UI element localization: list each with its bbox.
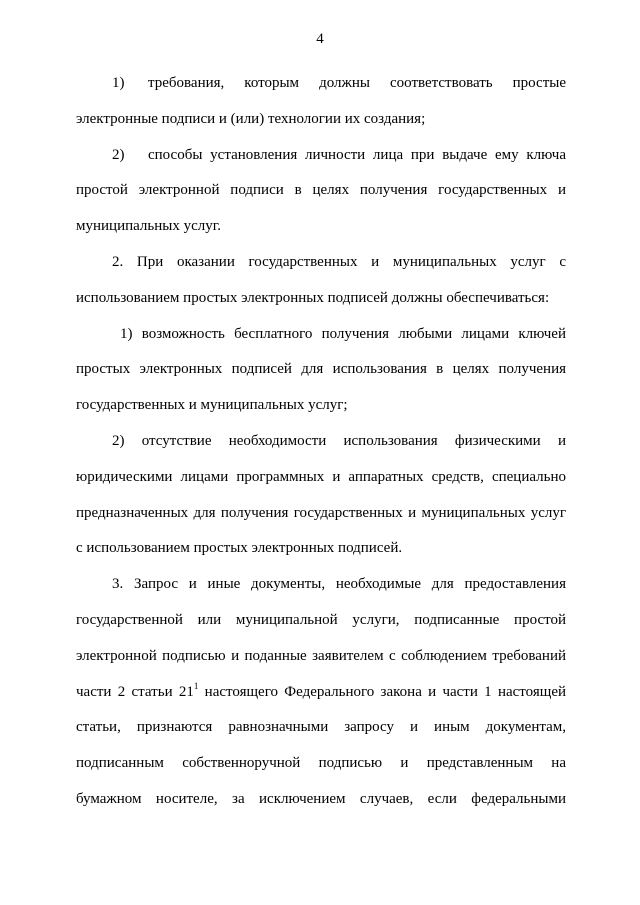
- paragraph-6-line-1: 3. Запрос и иные документы, необходимые для предоставления: [112, 576, 566, 593]
- paragraph-4: [76, 317, 566, 424]
- paragraph-4-line-3: государственных и муниципальных услуг;: [76, 397, 348, 414]
- paragraph-6-line-4-start: части 2 статьи 21: [76, 683, 194, 700]
- paragraph-2-line-3: муниципальных услуг.: [76, 218, 221, 235]
- paragraph-2-line-1: [76, 138, 566, 174]
- paragraph-6-line-5: статьи, признаются равнозначными запросу и иным документам,: [76, 719, 566, 736]
- paragraph-4-line-2: простых электронных подписей для использования в целях получения: [76, 361, 566, 378]
- paragraph-3-line-1: 2. При оказании государственных и муниципальных услуг с: [112, 253, 566, 270]
- paragraph-5-line-3: предназначенных для получения государственных и муниципальных услуг: [76, 504, 566, 521]
- paragraph-2: [76, 138, 566, 245]
- paragraph-4-line-1: 1) возможность бесплатного получения любыми лицами ключей: [120, 325, 566, 342]
- paragraph-5: [76, 424, 566, 567]
- paragraph-1-line-1: [76, 66, 566, 102]
- paragraph-2-text: способы установления личности лица при выдаче ему ключа: [148, 146, 566, 163]
- paragraph-3: [76, 245, 566, 317]
- document-body: [76, 66, 566, 818]
- list-number: 2): [112, 146, 125, 163]
- paragraph-6-line-2: государственной или муниципальной услуги, подписанные простой: [76, 611, 566, 628]
- paragraph-6: [76, 567, 566, 818]
- paragraph-2-line-2: простой электронной подписи в целях получения государственных и: [76, 182, 566, 199]
- paragraph-6-line-3: электронной подписью и поданные заявителем с соблюдением требований: [76, 647, 566, 664]
- paragraph-5-line-4: с использованием простых электронных подписей.: [76, 540, 403, 557]
- paragraph-6-line-4-end: настоящего Федерального закона и части 1 настоящей: [198, 683, 567, 700]
- paragraph-6-line-6: подписанным собственноручной подписью и представленным на: [76, 755, 566, 772]
- paragraph-1-line-2: электронные подписи и (или) технологии их создания;: [76, 110, 426, 127]
- page-number: 4: [316, 31, 324, 47]
- paragraph-1: [76, 66, 566, 138]
- list-number: 1): [112, 75, 125, 91]
- paragraph-6-line-4: [76, 675, 566, 711]
- paragraph-6-line-7: бумажном носителе, за исключением случаев, если федеральными: [76, 790, 566, 807]
- superscript-note: 1: [193, 680, 199, 691]
- paragraph-3-line-2: использованием простых электронных подписей должны обеспечиваться:: [76, 289, 550, 306]
- paragraph-5-line-1: 2) отсутствие необходимости использования физическими и: [112, 432, 566, 449]
- paragraph-1-text: требования, которым должны соответствовать простые: [148, 75, 566, 91]
- paragraph-5-line-2: юридическими лицами программных и аппаратных средств, специально: [76, 468, 566, 485]
